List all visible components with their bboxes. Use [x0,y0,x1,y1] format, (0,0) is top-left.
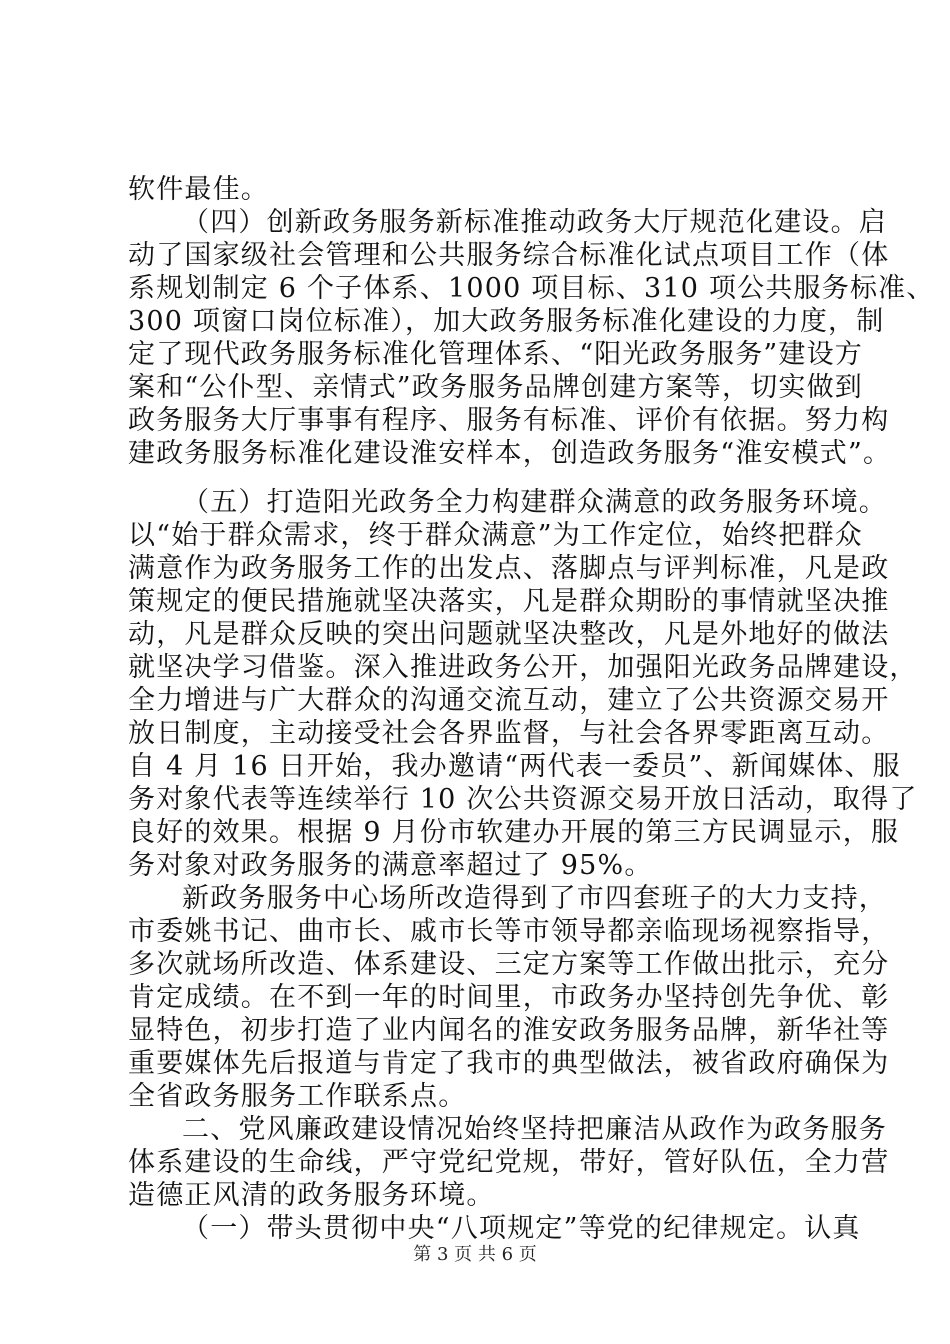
text-line: 建政务服务标准化建设淮安样本，创造政务服务“淮安模式”。 [128,438,892,469]
text-line: 就坚决学习借鉴。深入推进政务公开，加强阳光政务品牌建设， [128,652,918,683]
text-line: 多次就场所改造、体系建设、三定方案等工作做出批示，充分 [128,949,890,980]
text-line: 放日制度，主动接受社会各界监督，与社会各界零距离互动。 [128,718,890,749]
text-line: 定了现代政务服务标准化管理体系、“阳光政务服务”建设方 [128,339,864,370]
subsection-heading-1: （一）带头贯彻中央“八项规定”等党的纪律规定。认真 [182,1213,861,1244]
text-line: 务对象代表等连续举行 10 次公共资源交易开放日活动，取得了 [128,784,918,815]
section-heading-2: 二、党风廉政建设情况始终坚持把廉洁从政作为政务服务 [182,1114,887,1145]
text-line: 重要媒体先后报道与肯定了我市的典型做法，被省政府确保为 [128,1048,890,1079]
section-heading-5: （五）打造阳光政务全力构建群众满意的政务服务环境。 [182,487,887,518]
text-line: 务对象对政务服务的满意率超过了 95%。 [128,850,653,881]
text-line: 市委姚书记、曲市长、戚市长等市领导都亲临现场视察指导， [128,916,890,947]
text-line: 300 项窗口岗位标准），加大政务服务标准化建设的力度，制 [128,306,885,337]
text-line: 自 4 月 16 日开始，我办邀请“两代表一委员”、新闻媒体、服 [128,751,901,782]
text-line: 软件最佳。 [128,174,269,205]
text-line: 动了国家级社会管理和公共服务综合标准化试点项目工作（体 [128,240,890,271]
text-line: 策规定的便民措施就坚决落实，凡是群众期盼的事情就坚决推 [128,586,890,617]
text-line: 良好的效果。根据 9 月份市软建办开展的第三方民调显示，服 [128,817,900,848]
text-line: 显特色，初步打造了业内闻名的淮安政务服务品牌，新华社等 [128,1015,890,1046]
text-line: 政务服务大厅事事有程序、服务有标准、评价有依据。努力构 [128,405,890,436]
text-line: 系规划制定 6 个子体系、1000 项目标、310 项公共服务标准、 [128,273,935,304]
paragraph-start: 新政务服务中心场所改造得到了市四套班子的大力支持， [182,883,887,914]
section-heading-4: （四）创新政务服务新标准推动政务大厅规范化建设。启 [182,207,887,238]
text-line: 肯定成绩。在不到一年的时间里，市政务办坚持创先争优、彰 [128,982,890,1013]
text-line: 体系建设的生命线，严守党纪党规，带好，管好队伍，全力营 [128,1147,890,1178]
text-line: 全力增进与广大群众的沟通交流互动，建立了公共资源交易开 [128,685,890,716]
text-line: 造德正风清的政务服务环境。 [128,1180,495,1211]
text-line: 满意作为政务服务工作的出发点、落脚点与评判标准，凡是政 [128,553,890,584]
text-line: 以“始于群众需求，终于群众满意”为工作定位，始终把群众 [128,520,864,551]
text-line: 动，凡是群众反映的突出问题就坚决整改，凡是外地好的做法 [128,619,890,650]
text-line: 案和“公仆型、亲情式”政务服务品牌创建方案等，切实做到 [128,372,864,403]
page-number-footer: 第 3 页 共 6 页 [413,1244,537,1265]
text-line: 全省政务服务工作联系点。 [128,1081,467,1112]
